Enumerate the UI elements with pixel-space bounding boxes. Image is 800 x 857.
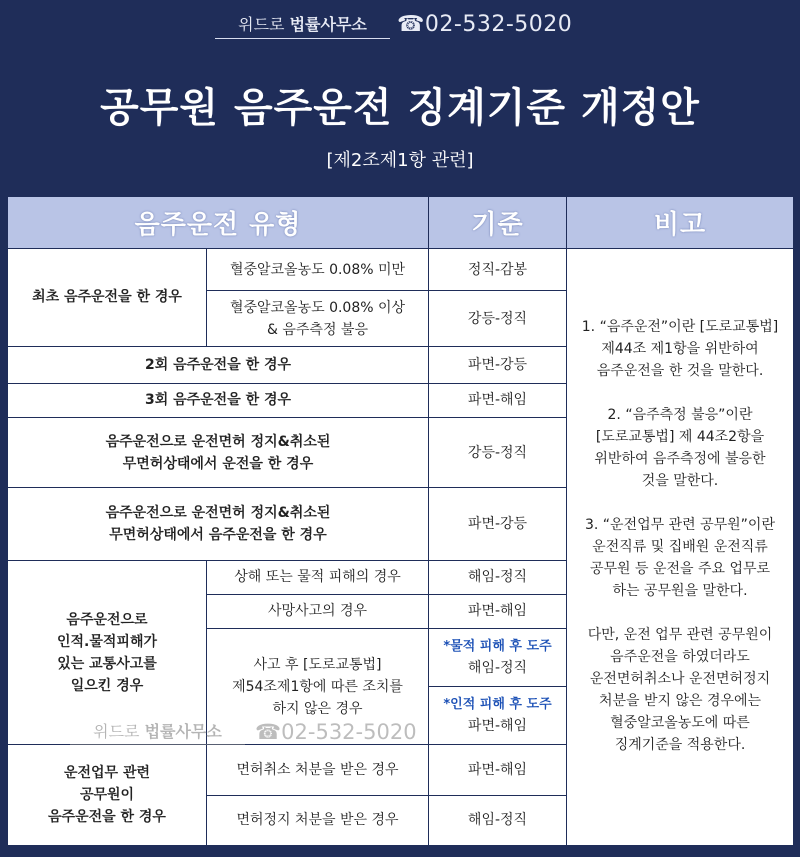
- header-remarks: 비고: [567, 197, 794, 249]
- row-third-std: 파면-해임: [429, 383, 567, 417]
- row-accident-std3a: *물적 피해 후 도주 해임-정직: [429, 628, 567, 686]
- note-4: 다만, 운전 업무 관련 공무원이 음주운전을 하였더라도 운전면허취소나 운전면허정지 처분을 받지 않은 경우에는 혈중알코올농도에 따른 징계기준을 적용한다.: [587, 627, 773, 754]
- firm-name-bold: 법률사무소: [289, 15, 367, 34]
- note-1: 1. “음주운전”이란 [도로교통법] 제44조 제1항을 위반하여 음주운전을 한 것을 말한다.: [581, 319, 779, 380]
- row-first-sub2: 혈중알코올농도 0.08% 이상 & 음주측정 불응: [207, 291, 429, 346]
- row-suspended-drunk-std: 파면-강등: [429, 488, 567, 560]
- page-title: 공무원 음주운전 징계기준 개정안: [100, 85, 700, 131]
- row-first-label: 최초 음주운전을 한 경우: [8, 249, 207, 346]
- row-third-label: 3회 음주운전을 한 경우: [8, 383, 429, 417]
- row-first-std2: 강등-정직: [429, 291, 567, 346]
- row-first-sub1: 혈중알코올농도 0.08% 미만: [207, 249, 429, 291]
- row-official-std1: 파면-해임: [429, 745, 567, 795]
- row-first-std1: 정직-감봉: [429, 249, 567, 291]
- header-type: 음주운전 유형: [8, 197, 429, 249]
- row-suspended-drive-label: 음주운전으로 운전면허 정지&취소된 무면허상태에서 운전을 한 경우: [8, 417, 429, 487]
- watermark-phone: ☎02-532-5020: [255, 720, 417, 744]
- row-official-sub1: 면허취소 처분을 받은 경우: [207, 745, 429, 795]
- header-standard: 기준: [429, 197, 567, 249]
- row-suspended-drive-std: 강등-정직: [429, 417, 567, 487]
- row-accident-sub1: 상해 또는 물적 피해의 경우: [207, 560, 429, 594]
- row-official-std2: 해임-정직: [429, 795, 567, 845]
- firm-name-prefix: 위드로: [238, 15, 285, 34]
- row-accident-std1: 해임-정직: [429, 560, 567, 594]
- row-official-sub2: 면허정지 처분을 받은 경우: [207, 795, 429, 845]
- row-accident-sub2: 사망사고의 경우: [207, 594, 429, 628]
- row-suspended-drunk-label: 음주운전으로 운전면허 정지&취소된 무면허상태에서 음주운전을 한 경우: [8, 488, 429, 560]
- discipline-table: [7, 196, 794, 846]
- note-3: 3. “운전업무 관련 공무원”이란 운전직류 및 집배원 운전직류 공무원 등 운전을 주요 업무로 하는 공무원을 말한다.: [585, 517, 775, 600]
- row-accident-sub3: 사고 후 [도로교통법] 제54조제1항에 따른 조치를 하지 않은 경우: [207, 628, 429, 745]
- row-second-label: 2회 음주운전을 한 경우: [8, 346, 429, 383]
- row-second-std: 파면-강등: [429, 346, 567, 383]
- row-accident-std2: 파면-해임: [429, 594, 567, 628]
- firm-name: [215, 12, 390, 39]
- row-official-label: 운전업무 관련 공무원이 음주운전을 한 경우: [8, 745, 207, 846]
- remarks-cell: [567, 249, 794, 846]
- note-2: 2. “음주측정 불응”이란 [도로교통법] 제 44조2항을 위반하여 음주측정에 불응한 것을 말한다.: [594, 407, 766, 490]
- page-subtitle: [제2조제1항 관련]: [326, 150, 474, 171]
- phone-number: ☎02-532-5020: [397, 12, 573, 37]
- row-accident-label: 음주운전으로 인적.물적피해가 있는 교통사고를 일으킨 경우: [8, 560, 207, 745]
- watermark-firm-name: 위드로 법률사무소: [70, 720, 245, 745]
- row-accident-std3b: *인적 피해 후 도주 파면-해임: [429, 687, 567, 745]
- brand-header: [215, 10, 590, 42]
